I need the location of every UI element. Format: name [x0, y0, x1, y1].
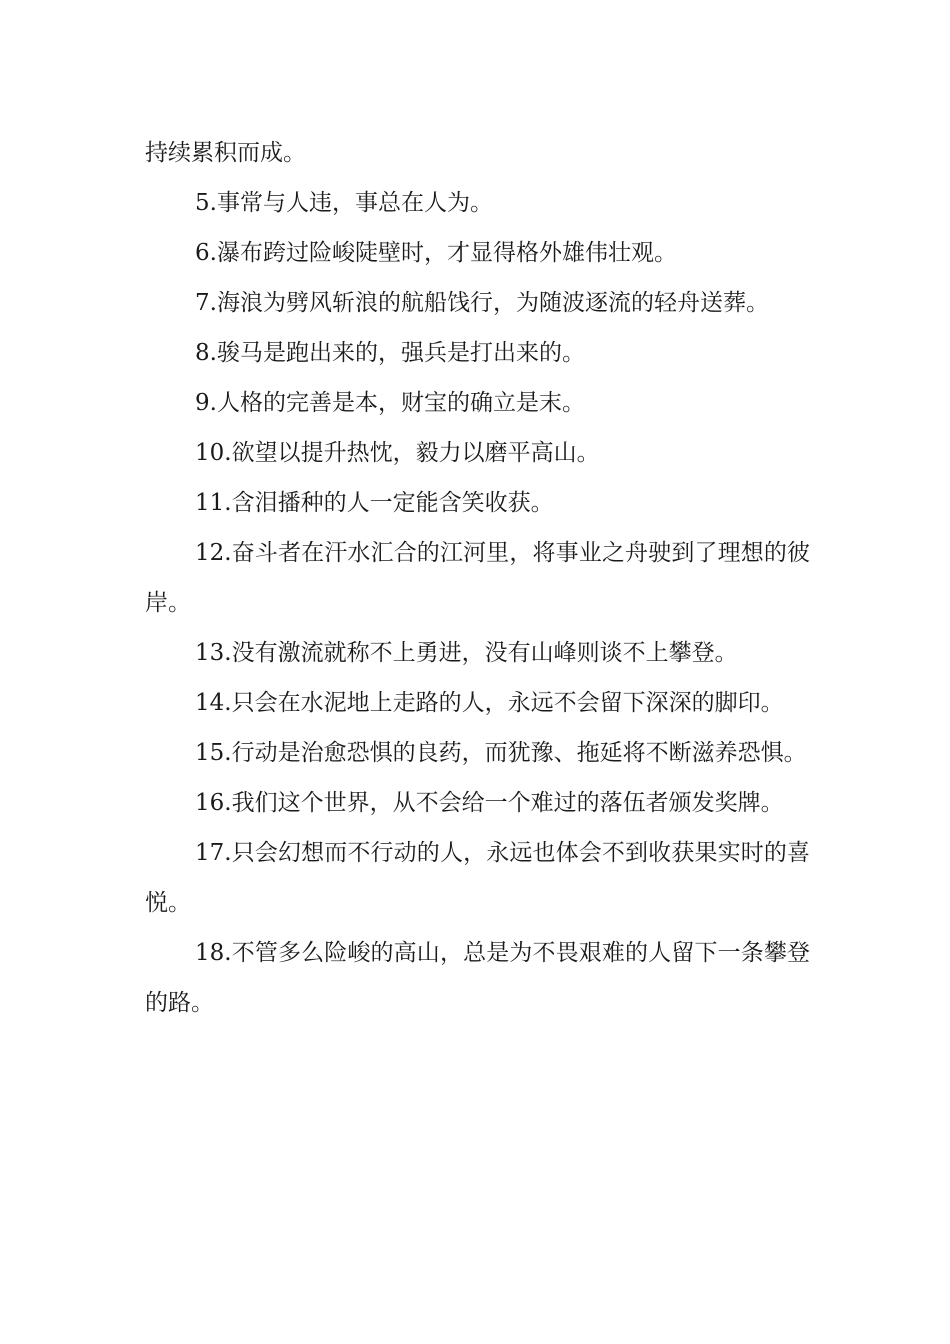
quote-item-5: 5.事常与人违，事总在人为。 [195, 190, 493, 216]
quote-item-18: 18.不管多么险峻的高山，总是为不畏艰难的人留下一条攀登的路。 [145, 940, 810, 1016]
quote-item-8: 8.骏马是跑出来的，强兵是打出来的。 [195, 340, 585, 366]
quote-item-9: 9.人格的完善是本，财宝的确立是末。 [195, 390, 585, 416]
paragraph-continuation: 持续累积而成。 [145, 140, 306, 166]
quote-item-11: 11.含泪播种的人一定能含笑收获。 [195, 490, 554, 516]
document-body [145, 128, 810, 1028]
quote-item-16: 16.我们这个世界，从不会给一个难过的落伍者颁发奖牌。 [195, 790, 784, 816]
quote-item-17: 17.只会幻想而不行动的人，永远也体会不到收获果实时的喜悦。 [145, 840, 810, 916]
quote-item-12: 12.奋斗者在汗水汇合的江河里，将事业之舟驶到了理想的彼岸。 [145, 540, 810, 616]
quote-item-14: 14.只会在水泥地上走路的人，永远不会留下深深的脚印。 [195, 690, 784, 716]
quote-item-13: 13.没有激流就称不上勇进，没有山峰则谈不上攀登。 [195, 640, 738, 666]
quote-item-7: 7.海浪为劈风斩浪的航船饯行，为随波逐流的轻舟送葬。 [195, 290, 769, 316]
quote-item-6: 6.瀑布跨过险峻陡壁时，才显得格外雄伟壮观。 [195, 240, 677, 266]
quote-item-10: 10.欲望以提升热忱，毅力以磨平高山。 [195, 440, 600, 466]
quote-item-15: 15.行动是治愈恐惧的良药，而犹豫、拖延将不断滋养恐惧。 [195, 740, 807, 766]
